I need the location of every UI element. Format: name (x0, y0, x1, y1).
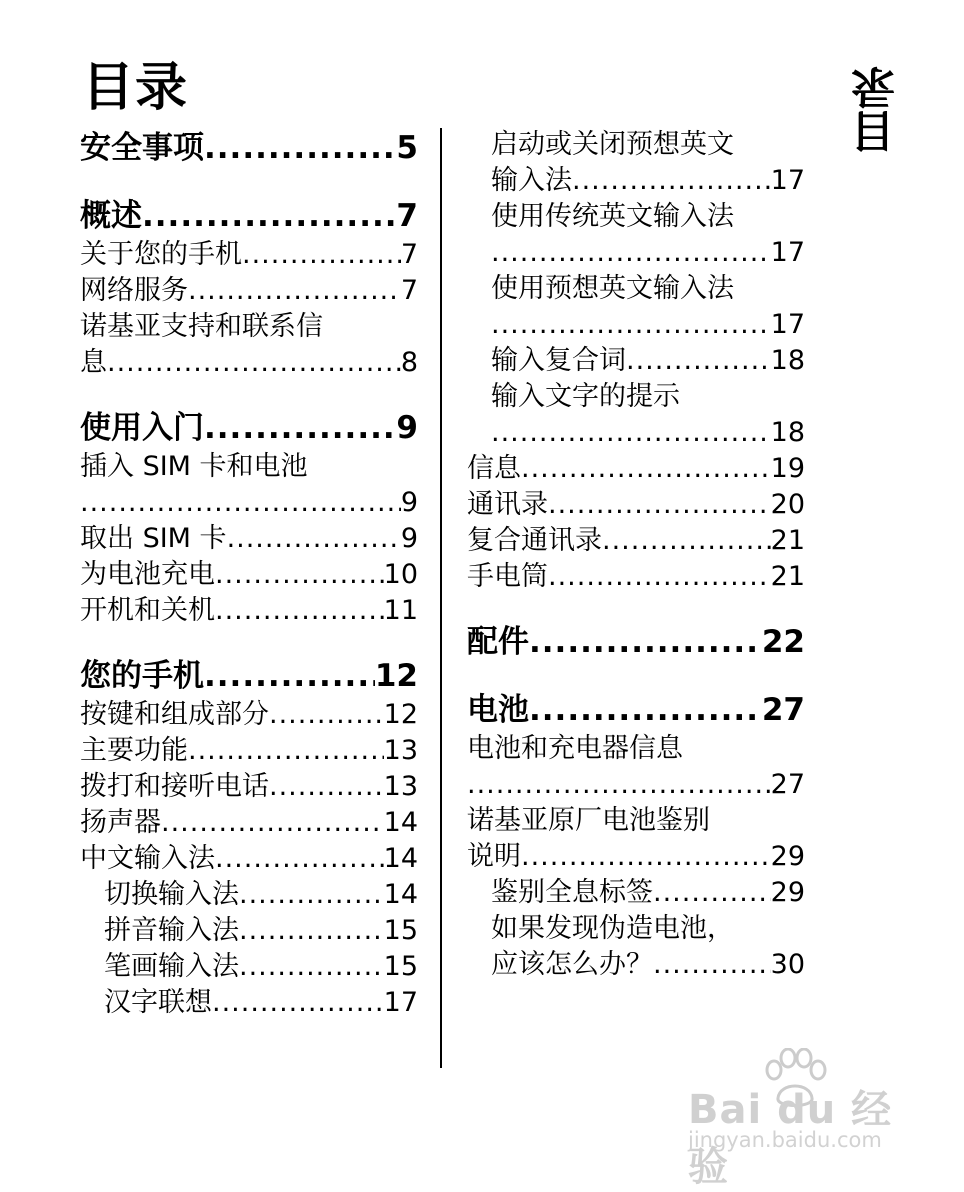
toc-entry-page: 14 (383, 879, 418, 910)
toc-leader-dots (653, 947, 771, 983)
toc-entry-page: 5 (396, 130, 418, 166)
toc-entry-page: 12 (383, 699, 418, 730)
toc-leader-dots (521, 451, 771, 487)
toc-entry-title: 汉字联想 (104, 987, 212, 1018)
toc-entry-pinyin-input[interactable] (80, 913, 418, 949)
page-title: 目录 (82, 58, 189, 118)
toc-entry-title: 配件 (467, 624, 529, 660)
toc-entry-battery[interactable] (467, 689, 805, 731)
toc-entry-overview[interactable] (80, 195, 418, 237)
toc-entry-loudspeaker[interactable] (80, 805, 418, 841)
toc-entry-page: 19 (770, 453, 805, 484)
toc-entry-title: 说明 (467, 841, 521, 872)
toc-entry-page: 30 (770, 949, 805, 980)
toc-entry-page: 21 (770, 525, 805, 556)
toc-entry-fake-battery[interactable] (467, 947, 805, 983)
toc-entry-switch-input[interactable] (80, 877, 418, 913)
toc-entry-battery-auth[interactable] (467, 839, 805, 875)
toc-entry-title: 输入法 (491, 165, 572, 196)
toc-entry-title: 输入复合词 (491, 345, 626, 376)
toc-entry-page: 29 (770, 877, 805, 908)
toc-entry-title: 使用入门 (80, 410, 204, 446)
toc-entry-text-tips-line1[interactable]: 输入文字的提示 (491, 381, 680, 412)
toc-entry-page: 20 (770, 489, 805, 520)
toc-entry-title: 扬声器 (80, 807, 161, 838)
toc-entry-page: 12 (374, 658, 418, 694)
toc-entry-title: 为电池充电 (80, 559, 215, 590)
toc-leader-dots (212, 985, 384, 1021)
toc-entry-battery-auth-line1[interactable]: 诺基亚原厂电池鉴别 (467, 805, 710, 836)
toc-entry-battery-charger-info[interactable] (467, 767, 805, 803)
watermark-brand: Bai du 经验 (688, 1087, 893, 1190)
toc-leader-dots (204, 407, 396, 449)
toc-entry-support-line1[interactable]: 诺基亚支持和联系信 (80, 311, 323, 342)
toc-entry-page: 13 (383, 735, 418, 766)
toc-leader-dots (521, 839, 771, 875)
toc-leader-dots (204, 655, 375, 697)
toc-leader-dots (548, 487, 771, 523)
toc-entry-page: 8 (400, 347, 418, 378)
toc-entry-title: 您的手机 (80, 658, 204, 694)
toc-leader-dots (239, 949, 384, 985)
toc-entry-page: 9 (396, 410, 418, 446)
toc-entry-predictive-toggle-line1[interactable]: 启动或关闭预想英文 (491, 129, 734, 160)
toc-leader-dots (548, 559, 771, 595)
toc-entry-hologram-label[interactable] (467, 875, 805, 911)
toc-entry-chinese-input[interactable] (80, 841, 418, 877)
toc-entry-stroke-input[interactable] (80, 949, 418, 985)
toc-entry-compound-words[interactable] (467, 343, 805, 379)
toc-entry-support[interactable] (80, 345, 418, 381)
toc-entry-page: 7 (396, 198, 418, 234)
toc-entry-page: 22 (761, 624, 805, 660)
toc-entry-page: 21 (770, 561, 805, 592)
toc-entry-insert-sim-line1[interactable]: 插入 SIM 卡和电池 (80, 451, 308, 482)
toc-leader-dots (467, 767, 771, 803)
toc-leader-dots (239, 913, 384, 949)
toc-entry-page: 29 (770, 841, 805, 872)
toc-leader-dots (227, 521, 401, 557)
toc-entry-title: 网络服务 (80, 275, 188, 306)
toc-entry-page: 18 (770, 417, 805, 448)
toc-left-column (80, 127, 418, 1021)
toc-entry-page: 17 (770, 309, 805, 340)
toc-entry-title: 通讯录 (467, 489, 548, 520)
toc-leader-dots (188, 273, 401, 309)
toc-entry-page: 18 (770, 345, 805, 376)
toc-entry-title: 取出 SIM 卡 (80, 523, 227, 554)
toc-entry-title: 手电筒 (467, 561, 548, 592)
toc-leader-dots (491, 235, 771, 271)
toc-entry-title: 中文输入法 (80, 843, 215, 874)
toc-entry-page: 17 (770, 237, 805, 268)
toc-entry-predictive-english-line1[interactable]: 使用预想英文输入法 (491, 273, 734, 304)
toc-entry-page: 27 (770, 769, 805, 800)
toc-leader-dots (653, 875, 771, 911)
toc-entry-title: 笔画输入法 (104, 951, 239, 982)
toc-leader-dots (242, 237, 401, 273)
toc-entry-title: 关于您的手机 (80, 239, 242, 270)
toc-entry-accessories[interactable] (467, 621, 805, 663)
toc-entry-about-phone[interactable] (80, 237, 418, 273)
toc-entry-compound-contacts[interactable] (467, 523, 805, 559)
toc-entry-title: 拨打和接听电话 (80, 771, 269, 802)
toc-leader-dots (602, 523, 771, 559)
toc-entry-getting-started[interactable] (80, 407, 418, 449)
toc-entry-title: 息 (80, 347, 107, 378)
toc-leader-dots (239, 877, 384, 913)
baidu-watermark (688, 1048, 918, 1190)
toc-entry-predictive-toggle[interactable] (467, 163, 805, 199)
toc-entry-title: 复合通讯录 (467, 525, 602, 556)
toc-entry-page: 9 (400, 523, 418, 554)
toc-leader-dots (269, 697, 384, 733)
toc-leader-dots (80, 485, 401, 521)
toc-entry-page: 14 (383, 843, 418, 874)
toc-entry-page: 14 (383, 807, 418, 838)
toc-leader-dots (107, 345, 401, 381)
toc-entry-title: 电池 (467, 692, 529, 728)
toc-entry-page: 17 (383, 987, 418, 1018)
toc-entry-charge-battery[interactable] (80, 557, 418, 593)
toc-leader-dots (188, 733, 384, 769)
toc-leader-dots (204, 127, 396, 169)
toc-leader-dots (491, 307, 771, 343)
toc-entry-contacts[interactable] (467, 487, 805, 523)
toc-entry-page: 13 (383, 771, 418, 802)
toc-entry-safety[interactable] (80, 127, 418, 169)
toc-entry-remove-sim[interactable] (80, 521, 418, 557)
toc-entry-title: 安全事项 (80, 130, 204, 166)
toc-entry-fake-battery-line1[interactable]: 如果发现伪造电池， (491, 913, 734, 944)
toc-entry-flashlight[interactable] (467, 559, 805, 595)
toc-entry-title: 鉴别全息标签 (491, 877, 653, 908)
watermark-url: jingyan.baidu.com (688, 1128, 882, 1152)
toc-leader-dots (626, 343, 771, 379)
toc-entry-power-on-off[interactable] (80, 593, 418, 629)
toc-entry-page: 9 (400, 487, 418, 518)
toc-entry-your-phone[interactable] (80, 655, 418, 697)
toc-leader-dots (161, 805, 384, 841)
toc-entry-title: 切换输入法 (104, 879, 239, 910)
toc-leader-dots (572, 163, 771, 199)
toc-entry-traditional-english[interactable] (467, 235, 805, 271)
toc-entry-main-features[interactable] (80, 733, 418, 769)
toc-entry-predictive-english[interactable] (467, 307, 805, 343)
toc-entry-title: 信息 (467, 453, 521, 484)
toc-leader-dots (215, 841, 384, 877)
toc-leader-dots (529, 689, 762, 731)
toc-entry-page: 15 (383, 915, 418, 946)
toc-entry-title: 应该怎么办？ (491, 949, 653, 980)
toc-leader-dots (491, 415, 771, 451)
toc-entry-page: 17 (770, 165, 805, 196)
toc-entry-calls[interactable] (80, 769, 418, 805)
toc-leader-dots (215, 593, 384, 629)
toc-entry-page: 7 (400, 239, 418, 270)
toc-leader-dots (142, 195, 396, 237)
toc-entry-page: 15 (383, 951, 418, 982)
toc-entry-keys-parts[interactable] (80, 697, 418, 733)
toc-leader-dots (529, 621, 762, 663)
toc-entry-title: 按键和组成部分 (80, 699, 269, 730)
toc-entry-traditional-english-line1[interactable]: 使用传统英文输入法 (491, 201, 734, 232)
toc-right-column (467, 127, 805, 983)
toc-entry-battery-charger-info-line1[interactable]: 电池和充电器信息 (467, 733, 683, 764)
toc-leader-dots (215, 557, 384, 593)
toc-entry-page: 10 (383, 559, 418, 590)
column-divider (440, 128, 442, 1068)
toc-entry-page: 27 (761, 692, 805, 728)
toc-entry-text-tips[interactable] (467, 415, 805, 451)
toc-entry-messages[interactable] (467, 451, 805, 487)
toc-entry-word-prediction[interactable] (80, 985, 418, 1021)
toc-entry-title: 拼音输入法 (104, 915, 239, 946)
toc-entry-insert-sim[interactable] (80, 485, 418, 521)
toc-entry-network-services[interactable] (80, 273, 418, 309)
toc-entry-title: 开机和关机 (80, 595, 215, 626)
toc-leader-dots (269, 769, 384, 805)
toc-entry-title: 概述 (80, 198, 142, 234)
toc-entry-page: 11 (383, 595, 418, 626)
toc-entry-title: 主要功能 (80, 735, 188, 766)
side-tab-label: 目录 (852, 66, 903, 154)
toc-entry-page: 7 (400, 275, 418, 306)
